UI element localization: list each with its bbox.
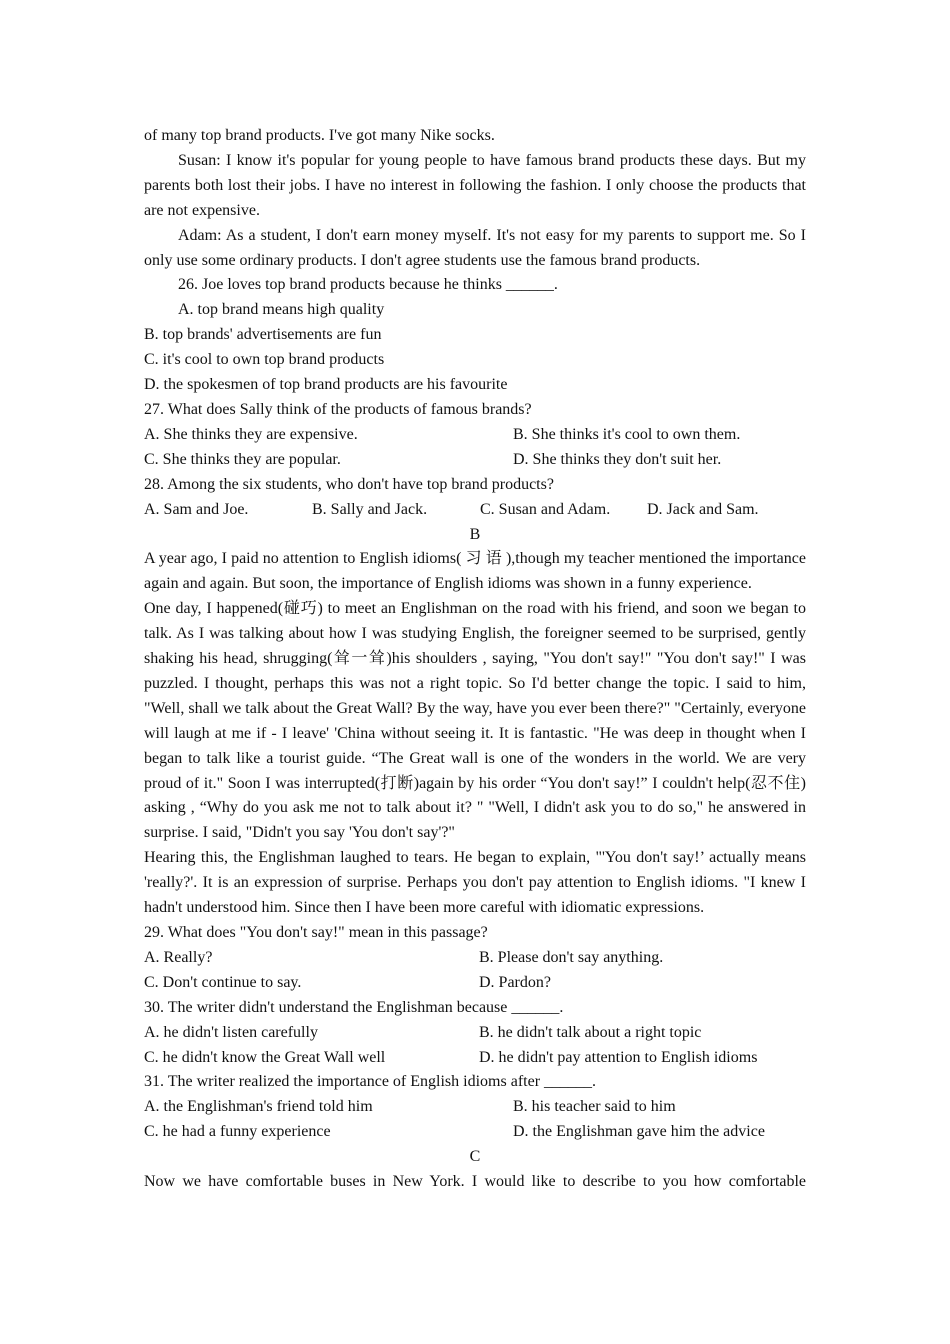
question-30-option-c: C. he didn't know the Great Wall well (144, 1048, 386, 1066)
question-31-options-row-2 (144, 1120, 806, 1145)
question-27-option-b: B. She thinks it's cool to own them. (513, 425, 741, 443)
question-28-option-c: C. Susan and Adam. (480, 500, 611, 518)
question-31-option-d: D. the Englishman gave him the advice (513, 1123, 765, 1141)
question-29-options-row-1 (144, 946, 806, 971)
question-26-option-a: A. top brand means high quality (178, 301, 385, 319)
question-27-option-a: A. She thinks they are expensive. (144, 425, 358, 443)
question-28-stem: 28. Among the six students, who don't have top brand products? (144, 475, 554, 493)
question-26-stem: 26. Joe loves top brand products because he thinks ______. (178, 276, 558, 294)
passage-a-susan: Susan: I know it's popular for young people to have famous brand products these days. But my parents both lost their jobs. I have no interest in following the fashion. I only choose the products that are not expensive. (144, 151, 806, 219)
question-29-stem: 29. What does "You don't say!" mean in this passage? (144, 924, 488, 941)
question-31-option-c: C. he had a funny experience (144, 1123, 331, 1141)
passage-a-adam: Adam: As a student, I don't earn money myself. It's not easy for my parents to support me. So I only use some ordinary products. I don't agree students use the famous brand products. (144, 226, 806, 269)
question-27-option-c: C. She thinks they are popular. (144, 450, 341, 468)
question-28-option-b: B. Sally and Jack. (312, 500, 428, 518)
section-b-paragraph-3: Hearing this, the Englishman laughed to tears. He began to explain, "'You don't say!’ actually means 'really?'. It is an expression of surprise. Perhaps you don't pay attention to English idioms. "I knew I hadn't understood him. Since then I have been more careful with idiomatic expressions. (144, 849, 806, 917)
section-c-heading: C (469, 1148, 481, 1166)
passage-a-line-1: of many top brand products. I've got many Nike socks. (144, 127, 495, 144)
question-30-options-row-1 (144, 1021, 806, 1046)
question-27-stem: 27. What does Sally think of the products of famous brands? (144, 400, 532, 418)
question-28-option-a: A. Sam and Joe. (144, 500, 249, 518)
question-30-option-d: D. he didn't pay attention to English idioms (479, 1048, 758, 1066)
question-31-stem: 31. The writer realized the importance of English idioms after ______. (144, 1073, 597, 1091)
question-29-option-b: B. Please don't say anything. (479, 948, 664, 966)
question-29-options-row-2 (144, 971, 806, 996)
section-b-paragraph-1: A year ago, I paid no attention to English idioms( 习 语 ),though my teacher mentioned the importance again and again. But soon, the importance of English idioms was shown in a funny experience. (144, 550, 806, 593)
question-28-option-d: D. Jack and Sam. (647, 500, 759, 518)
question-28-options (144, 498, 806, 523)
question-30-option-b: B. he didn't talk about a right topic (479, 1023, 702, 1041)
question-31-option-a: A. the Englishman's friend told him (144, 1098, 373, 1116)
question-26-option-b: B. top brands' advertisements are fun (144, 326, 382, 344)
question-31-option-b: B. his teacher said to him (513, 1098, 676, 1116)
question-30-options-row-2 (144, 1046, 806, 1071)
document-page (144, 124, 806, 1195)
question-29-option-a: A. Really? (144, 948, 213, 966)
question-31-options-row-1 (144, 1095, 806, 1120)
question-29-option-c: C. Don't continue to say. (144, 973, 302, 991)
question-30-stem: 30. The writer didn't understand the Englishman because ______. (144, 998, 564, 1016)
question-27-option-d: D. She thinks they don't suit her. (513, 450, 722, 468)
question-26-option-c: C. it's cool to own top brand products (144, 351, 385, 369)
question-26-option-d: D. the spokesmen of top brand products are his favourite (144, 376, 508, 394)
question-27-options-row-2 (144, 448, 806, 473)
section-b-paragraph-2: One day, I happened(碰巧) to meet an Englishman on the road with his friend, and soon we began to talk. As I was talking about how I was studying English, the foreigner seemed to be surprised, gently shaking his head, shrugging(耸一耸)his shoulders , saying, "You don't say!" "You don't say!" I was puzzled. I thought, perhaps this was not a right topic. So I'd better change the topic. I said to him, "Well, shall we talk about the Great Wall? By the way, have you ever been there?" "Certainly, everyone will laugh at me if - I leave' 'China without seeing it. It is fantastic. "He was deep in thought when I began to talk like a tourist guide. “The Great wall is one of the wonders in the world. We are very proud of it." Soon I was interrupted(打断)again by his order “You don't say!” I couldn't help(忍不住) asking , “Why do you ask me not to talk about it? " "Well, I didn't ask you to do so," he answered in surprise. I said, "Didn't you say 'You don't say'?" (144, 600, 806, 842)
section-c-first-line: Now we have comfortable buses in New York. I would like to describe to you how comfortable (144, 1173, 806, 1191)
question-30-option-a: A. he didn't listen carefully (144, 1023, 318, 1041)
question-27-options-row-1 (144, 423, 806, 448)
section-b-heading: B (469, 525, 481, 543)
question-29-option-d: D. Pardon? (479, 973, 551, 991)
